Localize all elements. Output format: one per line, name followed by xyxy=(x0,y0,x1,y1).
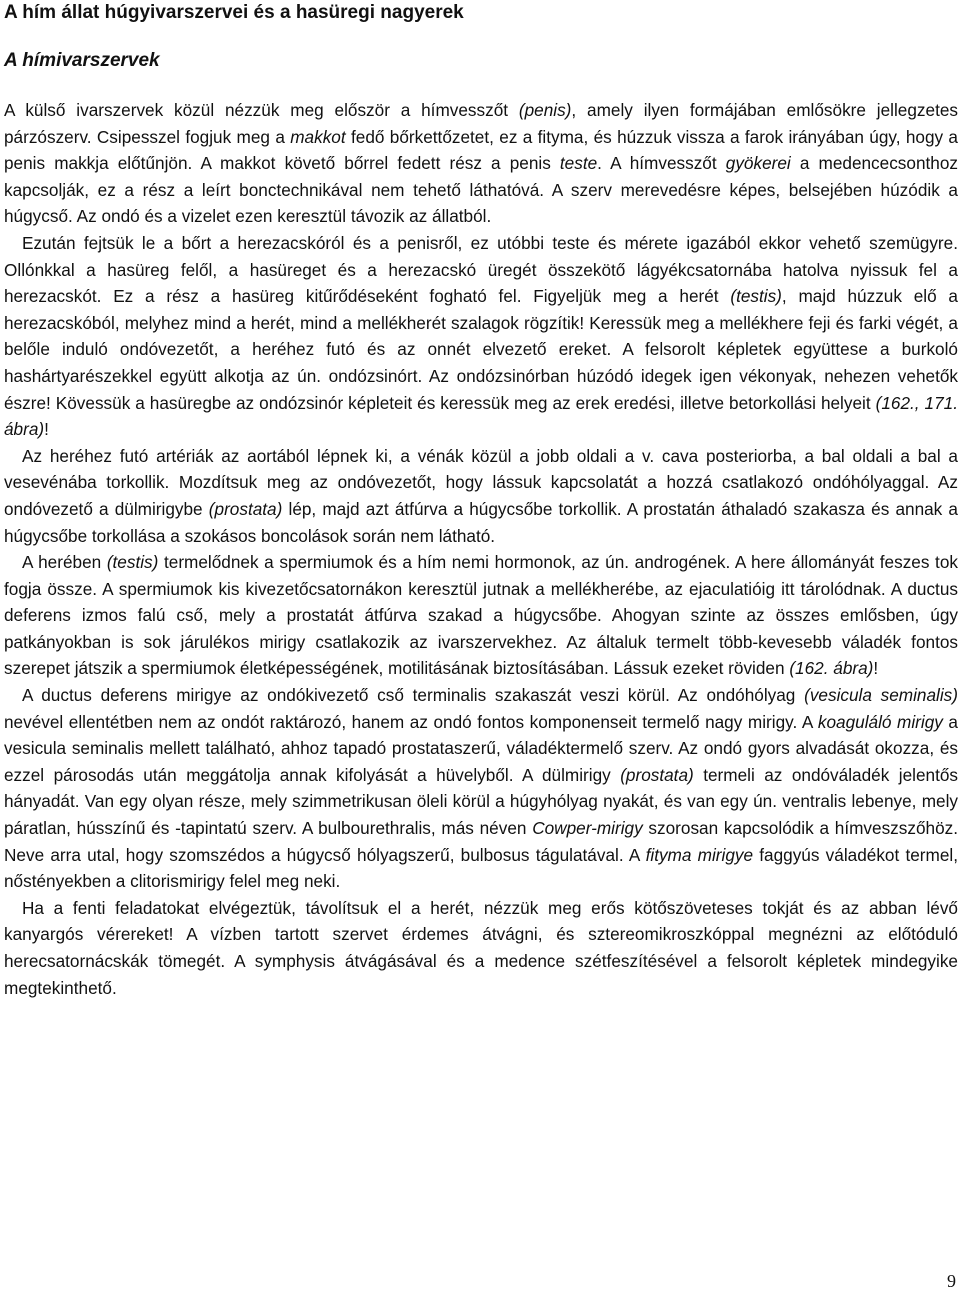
text-run: termeli az ondóváladék jelentős hányadát. Van egy olyan része, mely szimmetrikusan öleli körül a húgyhólyag nyakát, és van egy ún. ventralis lebenye, mely páratlan, hússzínű és -tapintatú szerv. A bulbourethralis, más néven xyxy=(4,764,958,839)
paragraph-6 xyxy=(4,895,958,1001)
document-page xyxy=(4,0,958,1001)
italic-term: (162. ábra) xyxy=(789,658,874,679)
text-run: a medencecsonthoz kapcsolják, ez a rész a leírt bonctechnikával nem tehető láthatóvá. A szerv merevedésre képes, belsejében húzódik a húgycső. Az ondó és a vizelet ezen keresztül távozik az állatból. xyxy=(4,153,959,227)
text-run: ! xyxy=(44,419,49,440)
text-run: A ductus deferens mirigye az ondókivezető cső terminalis szakaszát veszi körül. Az ondóhólyag xyxy=(22,685,805,706)
italic-term: (prostata) xyxy=(208,498,283,519)
text-run: ! xyxy=(873,658,879,679)
italic-term: koaguláló mirigy xyxy=(817,711,943,732)
text-run: szorosan kapcsolódik a hímveszszőhöz. Neve arra utal, hogy szomszédos a húgycső hólyagszerű, bulbosus tágulatával. A xyxy=(4,818,959,865)
document-body xyxy=(4,97,958,1001)
italic-term: (penis) xyxy=(518,100,572,120)
paragraph-2 xyxy=(4,230,958,443)
text-run: , majd húzzuk elő a herezacskóból, melyhez mind a herét, mind a mellékherét szalagok rögzítik! Keressük meg a mellékhere feji és farki végét, a belőle induló ondóvezetőt, a heréhez futó és az onnét elvezető ereket. A felsorolt képletek együttese a burkoló hashártyarészekkel együtt alkotja az ún. ondózsinórt. Az ondózsinórban húzódó idegek igen vékonyak, nehezen vehetők észre! Kövessük a hasüregbe az ondózsinór képleteit és keressük meg az erek eredési, illetve betorkollási helyeit xyxy=(4,286,958,413)
document-title: A hím állat húgyivarszervei és a hasüregi nagyerek xyxy=(4,2,464,23)
italic-term: (vesicula seminalis) xyxy=(804,685,958,706)
text-run: nevével ellentétben nem az ondót raktározó, hanem az ondó fontos komponenseit termelő nagy mirigy. A xyxy=(4,711,818,732)
text-run: faggyús váladékot termel, nőstényekben a clitorismirigy felel meg neki. xyxy=(4,844,958,892)
page-number: 9 xyxy=(947,1271,956,1291)
paragraph-4 xyxy=(4,549,958,682)
text-run: Ezután fejtsük le a bőrt a herezacskóról és a penisről, ez utóbbi teste és mérete igazából ekkor vehető szemügyre. Ollónkkal a hasüreg felől, a hasüreget és a herezacskó üregét összekötő lágyékcsatornába hatolva nyissuk fel a herezacskót. Ez a rész a hasüreg kitűrődéseként fogható fel. Figyeljük meg a herét xyxy=(4,232,958,307)
italic-term: (testis) xyxy=(730,286,782,307)
paragraph-3 xyxy=(4,443,958,549)
text-run: fedő bőrkettőzetet, ez a fityma, és húzzuk vissza a farok irányában úgy, hogy a penis makkja előtűnjön. A makkot követő bőrrel fedett rész a penis xyxy=(4,126,958,174)
text-run: a vesicula seminalis mellett található, ahhoz tapadó prostataszerű, váladéktermelő szerv. Az ondó gyors alvadását okozza, és ezzel párosodás után meggátolja annak kifolyását a hüvelyből. A dülmirigy xyxy=(4,711,958,785)
text-run: termelődnek a spermiumok és a hím nemi hormonok, az ún. androgének. A here állományát feszes tok fogja össze. A spermiumok kis kivezetőcsatornákon keresztül jutnak a mellékherébe, az ejaculatióig itt tárolódnak. A ductus deferens izmos falú cső, mely a prostatát átfúrva szakad a húgycsőbe. Ahogyan szinte az összes emlősben, úgy patkányokban is sok járulékos mirigy csatlakozik az ivarszervekhez. Az általuk termelt több-kevesebb váladék fontos szerepet játszik a spermiumok életképességének, motilitásának biztosításában. Lássuk ezeket röviden xyxy=(4,552,958,679)
italic-term: (162., 171. ábra) xyxy=(4,392,958,440)
italic-term: gyökerei xyxy=(725,153,791,174)
italic-term: fityma mirigye xyxy=(645,844,754,865)
italic-term: (testis) xyxy=(106,552,159,573)
paragraph-1 xyxy=(4,97,958,230)
section-subtitle: A hímivarszervek xyxy=(4,50,160,71)
text-run: A külső ivarszervek közül nézzük meg először a hímvesszőt xyxy=(4,100,519,120)
text-run: . A hímvesszőt xyxy=(597,153,726,174)
italic-term: makkot xyxy=(290,126,346,147)
italic-term: teste xyxy=(559,153,598,174)
paragraph-5 xyxy=(4,682,958,895)
text-run: A herében xyxy=(22,552,107,573)
text-run: lép, majd azt átfúrva a húgycsőbe torkollik. A prostatán áthaladó szakasza és annak a húgycsőbe torkollása a szokásos boncolások során nem látható. xyxy=(4,498,958,546)
text-run: Ha a fenti feladatokat elvégeztük, távolítsuk el a herét, nézzük meg erős kötőszöveteses tokját és az abban lévő kanyargós vérereket! A vízben tartott szervet érdemes átvágni, és sztereomikroszkóppal megnézni az előtóduló herecsatornácskák tömegét. A symphysis átvágásával és a medence szétfeszítésével a felsorolt képletek mindegyike megtekinthető. xyxy=(4,897,958,998)
italic-term: Cowper-mirigy xyxy=(532,818,643,839)
text-run: , amely ilyen formájában emlősökre jellegzetes párzószerv. Csipesszel fogjuk meg a xyxy=(4,100,958,147)
text-run: Az heréhez futó artériák az aortából lépnek ki, a vénák közül a jobb oldali a v. cava posteriorba, a bal oldali a bal a vesevénába torkollik. Mozdítsuk meg az ondóvezetőt, hogy lássuk kapcsolatát a hozzá csatlakozó ondóhólyaggal. Az ondóvezető a dülmirigybe xyxy=(4,445,958,519)
italic-term: (prostata) xyxy=(620,764,694,785)
